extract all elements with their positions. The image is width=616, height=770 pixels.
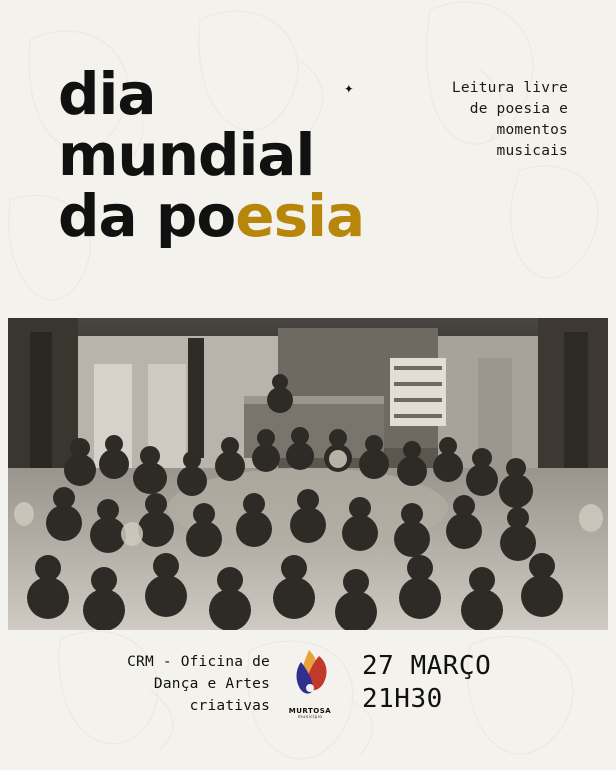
title-line-3-part-2: o: [196, 181, 236, 250]
poster-footer: [0, 630, 616, 770]
subtitle-line-4: musicais: [496, 143, 568, 160]
poster-header: [0, 0, 616, 318]
murtosa-logo: [279, 644, 341, 722]
event-datetime: [362, 650, 491, 715]
logo-subtitle: município: [297, 715, 323, 720]
event-photo-illustration: [8, 318, 608, 630]
subtitle-line-1: Leitura livre: [451, 80, 568, 96]
sparkle-icon: ✦: [344, 78, 354, 97]
event-time: 21H30: [362, 683, 443, 714]
organizer-line-2: Dança e Artes: [153, 675, 270, 692]
logo-name: MURTOSA: [288, 707, 332, 715]
title-line-2: mundial: [58, 120, 315, 189]
title-line-3-part-1: da p: [58, 181, 197, 250]
event-date: 27 MARÇO: [362, 651, 492, 681]
subtitle-line-3: momentos: [496, 122, 568, 139]
organizer-line-3: criativas: [189, 697, 270, 714]
title-line-3-part-4: ia: [307, 181, 365, 250]
event-photo: [8, 318, 608, 630]
subtitle-line-2: de poesia e: [469, 101, 568, 118]
organizer-line-1: CRM - Oficina de: [127, 654, 270, 670]
title-line-3-part-3: es: [235, 181, 308, 250]
title-line-1: dia: [58, 60, 156, 128]
title-line-3: [58, 181, 478, 250]
poster-subtitle: [344, 78, 568, 162]
organizer-block: [80, 652, 270, 717]
murtosa-logo-mark: [279, 644, 341, 702]
